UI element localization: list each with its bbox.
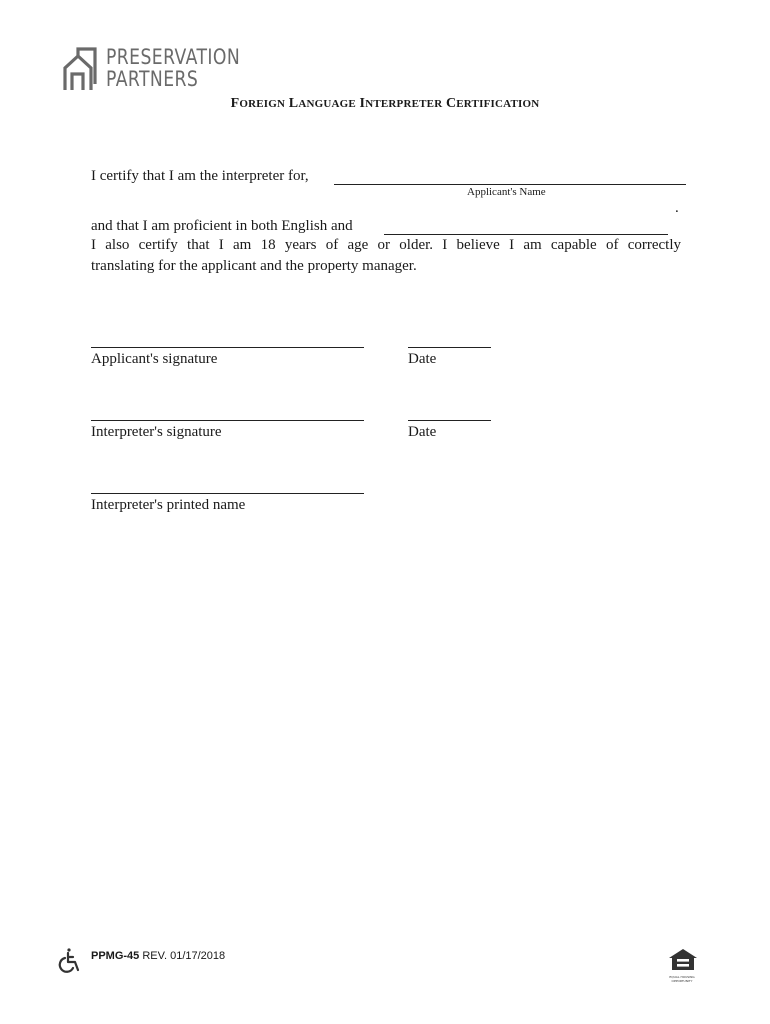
interpreter-printed-name-label: Interpreter's printed name xyxy=(91,497,246,513)
equal-housing-logo xyxy=(668,948,698,983)
period-mark: . xyxy=(675,200,679,216)
equal-housing-icon xyxy=(668,948,698,972)
title-word-4-rest: ERTIFICATION xyxy=(456,98,540,110)
interpreter-date-field[interactable] xyxy=(408,420,491,421)
age-statement: I also certify that I am 18 years of age or older. I believe I am capable of correctly xyxy=(91,237,681,253)
revision-date: REV. 01/17/2018 xyxy=(142,950,226,962)
title-word-1-rest: OREIGN xyxy=(239,98,286,110)
interpreter-date-label: Date xyxy=(408,424,437,440)
language-field[interactable] xyxy=(384,234,668,235)
proficient-statement: and that I am proficient in both English and xyxy=(91,218,353,234)
logo-text-partners: PARTNERS xyxy=(106,67,199,91)
interpreter-signature-field[interactable] xyxy=(91,420,364,421)
equal-housing-text: EQUAL HOUSING OPPORTUNITY xyxy=(669,975,695,983)
title-word-2-rest: ANGUAGE xyxy=(298,98,356,110)
applicant-date-label: Date xyxy=(408,351,437,367)
preservation-partners-logo xyxy=(62,46,242,94)
title-word-1-cap: F xyxy=(230,96,240,111)
applicant-signature-label: Applicant's signature xyxy=(91,351,218,367)
interpreter-signature-label: Interpreter's signature xyxy=(91,424,222,440)
interpreter-printed-name-field[interactable] xyxy=(91,493,364,494)
applicant-signature-field[interactable] xyxy=(91,347,364,348)
applicant-name-caption: Applicant's Name xyxy=(467,186,546,198)
applicant-date-field[interactable] xyxy=(408,347,491,348)
title-word-3-cap: I xyxy=(359,96,366,111)
title-word-4-cap: C xyxy=(445,96,457,111)
logo-text-preservation: PRESERVATION xyxy=(106,45,241,69)
title-word-2-cap: L xyxy=(288,96,299,111)
page-title xyxy=(0,95,770,112)
wheelchair-icon xyxy=(56,947,82,975)
form-revision-footer xyxy=(91,950,225,962)
form-code: PPMG-45 xyxy=(91,950,140,962)
title-word-3-rest: NTERPRETER xyxy=(365,98,443,110)
house-logo-icon xyxy=(62,46,98,92)
applicant-name-field[interactable] xyxy=(334,184,686,185)
translating-statement: translating for the applicant and the property manager. xyxy=(91,258,417,274)
certify-statement: I certify that I am the interpreter for, xyxy=(91,168,309,184)
